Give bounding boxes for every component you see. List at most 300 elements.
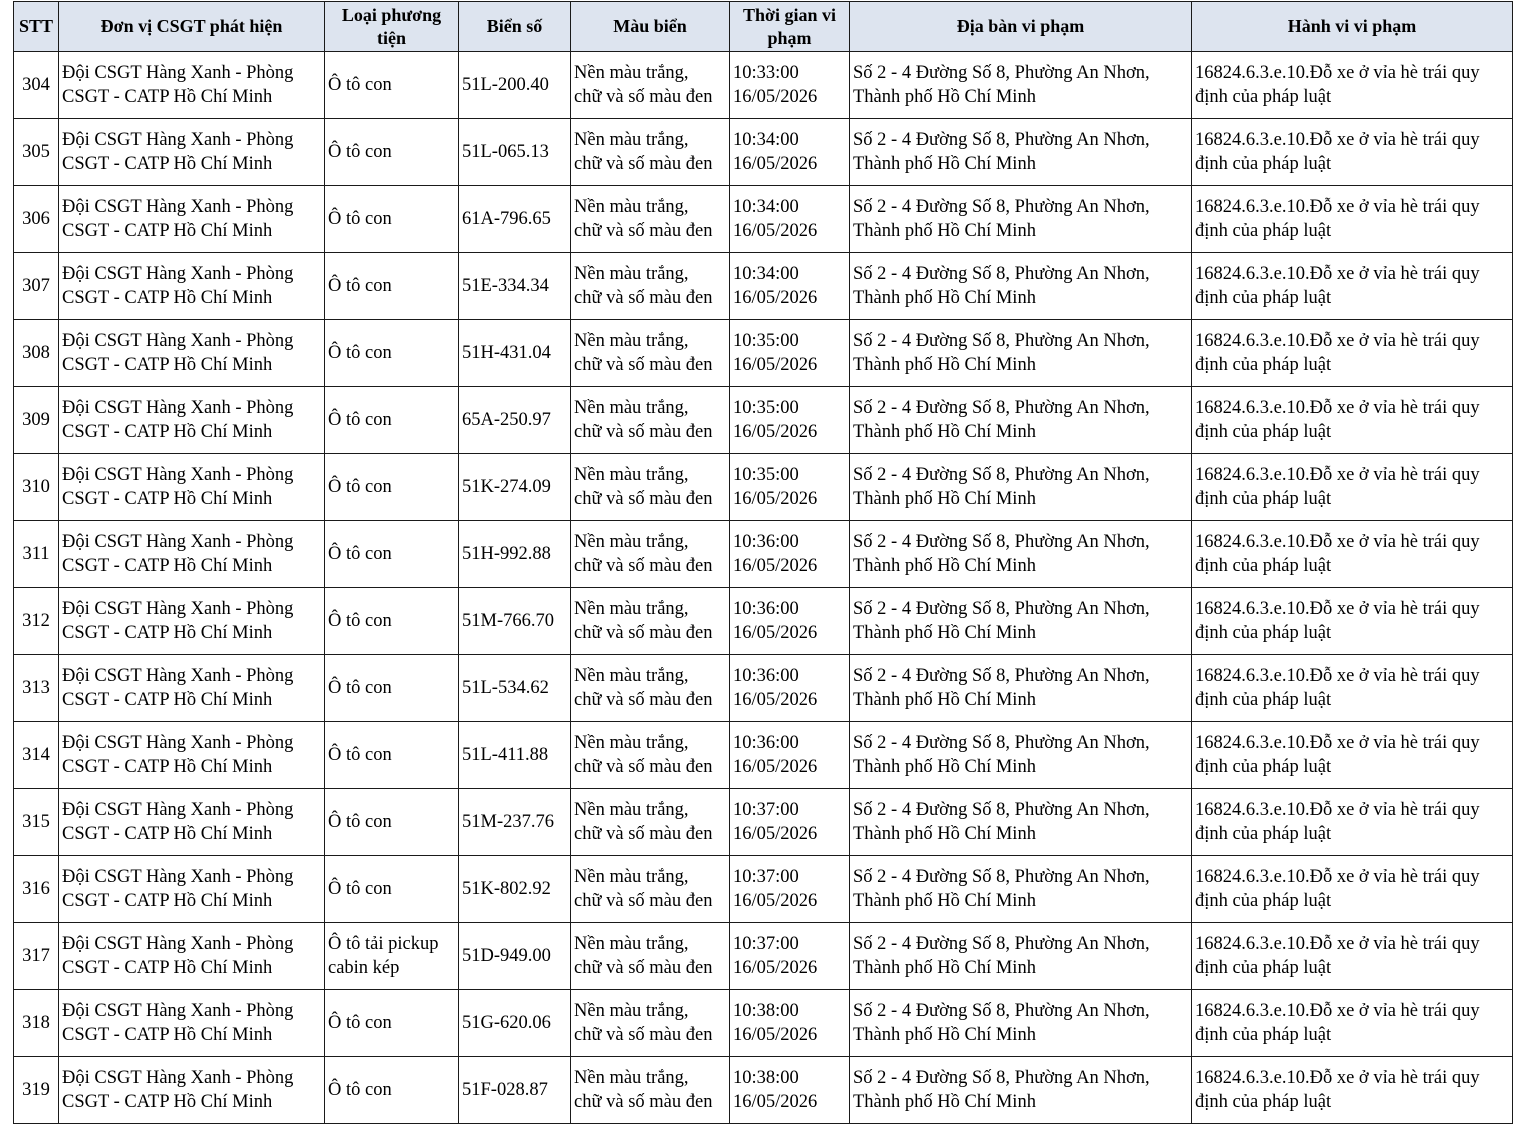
cell-time-line: 10:34:00 bbox=[733, 264, 799, 284]
cell-time bbox=[730, 119, 850, 186]
cell-vehicle-line: Ô tô con bbox=[328, 611, 392, 631]
table-row bbox=[14, 789, 1513, 856]
cell-violation-line: 16824.6.3.e.10.Đỗ xe ở vỉa hè trái quy bbox=[1195, 197, 1480, 217]
cell-violation-line: định của pháp luật bbox=[1195, 489, 1332, 509]
cell-stt: 309 bbox=[14, 387, 59, 454]
cell-plate-color bbox=[571, 588, 730, 655]
cell-unit-line: Đội CSGT Hàng Xanh - Phòng bbox=[62, 197, 294, 217]
cell-plate-color-line: Nền màu trắng, bbox=[574, 934, 689, 954]
header-vehicle: Loại phương tiện bbox=[325, 2, 459, 52]
cell-unit-line: CSGT - CATP Hồ Chí Minh bbox=[62, 891, 273, 911]
cell-location bbox=[850, 119, 1192, 186]
cell-plate-color-line: Nền màu trắng, bbox=[574, 264, 689, 284]
cell-time-line: 10:36:00 bbox=[733, 599, 799, 619]
cell-unit bbox=[59, 856, 325, 923]
table-row bbox=[14, 588, 1513, 655]
cell-location-line: Thành phố Hồ Chí Minh bbox=[853, 891, 1036, 911]
cell-location-line: Số 2 - 4 Đường Số 8, Phường An Nhơn, bbox=[853, 532, 1150, 552]
cell-violation-line: 16824.6.3.e.10.Đỗ xe ở vỉa hè trái quy bbox=[1195, 532, 1480, 552]
cell-location-line: Số 2 - 4 Đường Số 8, Phường An Nhơn, bbox=[853, 666, 1150, 686]
cell-time-line: 16/05/2026 bbox=[733, 824, 818, 844]
cell-vehicle bbox=[325, 454, 459, 521]
header-time: Thời gian vi phạm bbox=[730, 2, 850, 52]
cell-plate-color bbox=[571, 722, 730, 789]
cell-vehicle bbox=[325, 856, 459, 923]
cell-plate-color-line: chữ và số màu đen bbox=[574, 1092, 713, 1112]
cell-time bbox=[730, 387, 850, 454]
cell-plate: 51K-802.92 bbox=[459, 856, 571, 923]
cell-location-line: Số 2 - 4 Đường Số 8, Phường An Nhơn, bbox=[853, 599, 1150, 619]
cell-violation bbox=[1192, 186, 1513, 253]
cell-violation-line: định của pháp luật bbox=[1195, 288, 1332, 308]
cell-location-line: Thành phố Hồ Chí Minh bbox=[853, 757, 1036, 777]
cell-vehicle-line: Ô tô con bbox=[328, 1013, 392, 1033]
cell-time-line: 16/05/2026 bbox=[733, 87, 818, 107]
cell-vehicle-line: Ô tô con bbox=[328, 75, 392, 95]
cell-unit-line: CSGT - CATP Hồ Chí Minh bbox=[62, 623, 273, 643]
cell-unit-line: Đội CSGT Hàng Xanh - Phòng bbox=[62, 532, 294, 552]
cell-plate-color-line: chữ và số màu đen bbox=[574, 355, 713, 375]
cell-plate-color-line: Nền màu trắng, bbox=[574, 331, 689, 351]
cell-plate-color-line: chữ và số màu đen bbox=[574, 489, 713, 509]
cell-unit-line: CSGT - CATP Hồ Chí Minh bbox=[62, 422, 273, 442]
cell-vehicle-line: Ô tô con bbox=[328, 745, 392, 765]
cell-vehicle-line: Ô tô tải pickup bbox=[328, 934, 439, 954]
cell-location-line: Số 2 - 4 Đường Số 8, Phường An Nhơn, bbox=[853, 331, 1150, 351]
header-plate: Biển số bbox=[459, 2, 571, 52]
cell-unit-line: Đội CSGT Hàng Xanh - Phòng bbox=[62, 264, 294, 284]
cell-violation-line: 16824.6.3.e.10.Đỗ xe ở vỉa hè trái quy bbox=[1195, 733, 1480, 753]
cell-plate: 65A-250.97 bbox=[459, 387, 571, 454]
cell-unit-line: Đội CSGT Hàng Xanh - Phòng bbox=[62, 130, 294, 150]
cell-unit-line: Đội CSGT Hàng Xanh - Phòng bbox=[62, 1001, 294, 1021]
table-row bbox=[14, 119, 1513, 186]
cell-plate-color-line: chữ và số màu đen bbox=[574, 1025, 713, 1045]
cell-time bbox=[730, 186, 850, 253]
cell-plate-color-line: chữ và số màu đen bbox=[574, 154, 713, 174]
cell-vehicle bbox=[325, 119, 459, 186]
table-header bbox=[14, 2, 1513, 52]
table-row bbox=[14, 253, 1513, 320]
cell-location-line: Thành phố Hồ Chí Minh bbox=[853, 489, 1036, 509]
cell-plate: 51F-028.87 bbox=[459, 1057, 571, 1124]
cell-unit bbox=[59, 789, 325, 856]
cell-vehicle-line: Ô tô con bbox=[328, 142, 392, 162]
cell-unit-line: CSGT - CATP Hồ Chí Minh bbox=[62, 958, 273, 978]
cell-location-line: Thành phố Hồ Chí Minh bbox=[853, 690, 1036, 710]
cell-vehicle bbox=[325, 588, 459, 655]
table-row bbox=[14, 655, 1513, 722]
cell-unit-line: CSGT - CATP Hồ Chí Minh bbox=[62, 355, 273, 375]
cell-time-line: 16/05/2026 bbox=[733, 422, 818, 442]
cell-plate-color bbox=[571, 320, 730, 387]
cell-time-line: 10:37:00 bbox=[733, 800, 799, 820]
cell-stt: 318 bbox=[14, 990, 59, 1057]
cell-vehicle bbox=[325, 990, 459, 1057]
cell-plate-color bbox=[571, 655, 730, 722]
cell-vehicle bbox=[325, 655, 459, 722]
cell-time-line: 16/05/2026 bbox=[733, 690, 818, 710]
cell-time-line: 10:33:00 bbox=[733, 63, 799, 83]
cell-time bbox=[730, 320, 850, 387]
cell-unit-line: CSGT - CATP Hồ Chí Minh bbox=[62, 221, 273, 241]
cell-unit bbox=[59, 588, 325, 655]
cell-unit-line: CSGT - CATP Hồ Chí Minh bbox=[62, 154, 273, 174]
cell-time-line: 16/05/2026 bbox=[733, 757, 818, 777]
cell-unit-line: Đội CSGT Hàng Xanh - Phòng bbox=[62, 800, 294, 820]
cell-violation-line: định của pháp luật bbox=[1195, 87, 1332, 107]
cell-violation-line: 16824.6.3.e.10.Đỗ xe ở vỉa hè trái quy bbox=[1195, 800, 1480, 820]
cell-location bbox=[850, 789, 1192, 856]
cell-vehicle-line: cabin kép bbox=[328, 958, 400, 978]
cell-plate-color bbox=[571, 52, 730, 119]
header-unit: Đơn vị CSGT phát hiện bbox=[59, 2, 325, 52]
cell-plate-color-line: Nền màu trắng, bbox=[574, 599, 689, 619]
header-violation: Hành vi vi phạm bbox=[1192, 2, 1513, 52]
cell-violation-line: 16824.6.3.e.10.Đỗ xe ở vỉa hè trái quy bbox=[1195, 63, 1480, 83]
cell-time bbox=[730, 521, 850, 588]
cell-violation-line: định của pháp luật bbox=[1195, 355, 1332, 375]
cell-stt: 317 bbox=[14, 923, 59, 990]
cell-unit bbox=[59, 722, 325, 789]
cell-violation-line: 16824.6.3.e.10.Đỗ xe ở vỉa hè trái quy bbox=[1195, 398, 1480, 418]
cell-plate-color-line: chữ và số màu đen bbox=[574, 87, 713, 107]
cell-plate-color-line: chữ và số màu đen bbox=[574, 221, 713, 241]
cell-location bbox=[850, 186, 1192, 253]
cell-stt: 304 bbox=[14, 52, 59, 119]
table-row bbox=[14, 990, 1513, 1057]
cell-plate-color bbox=[571, 387, 730, 454]
cell-vehicle-line: Ô tô con bbox=[328, 544, 392, 564]
cell-violation bbox=[1192, 1057, 1513, 1124]
cell-unit-line: CSGT - CATP Hồ Chí Minh bbox=[62, 489, 273, 509]
cell-plate: 51K-274.09 bbox=[459, 454, 571, 521]
cell-location-line: Thành phố Hồ Chí Minh bbox=[853, 556, 1036, 576]
cell-plate: 51D-949.00 bbox=[459, 923, 571, 990]
cell-violation-line: 16824.6.3.e.10.Đỗ xe ở vỉa hè trái quy bbox=[1195, 666, 1480, 686]
cell-vehicle-line: Ô tô con bbox=[328, 812, 392, 832]
table-row bbox=[14, 387, 1513, 454]
cell-location-line: Số 2 - 4 Đường Số 8, Phường An Nhơn, bbox=[853, 867, 1150, 887]
cell-time-line: 16/05/2026 bbox=[733, 958, 818, 978]
cell-violation-line: 16824.6.3.e.10.Đỗ xe ở vỉa hè trái quy bbox=[1195, 867, 1480, 887]
cell-location bbox=[850, 722, 1192, 789]
cell-vehicle-line: Ô tô con bbox=[328, 276, 392, 296]
cell-vehicle bbox=[325, 387, 459, 454]
cell-location-line: Thành phố Hồ Chí Minh bbox=[853, 1025, 1036, 1045]
cell-plate: 51H-992.88 bbox=[459, 521, 571, 588]
cell-location-line: Thành phố Hồ Chí Minh bbox=[853, 87, 1036, 107]
cell-violation-line: định của pháp luật bbox=[1195, 556, 1332, 576]
cell-vehicle bbox=[325, 52, 459, 119]
cell-violation-line: định của pháp luật bbox=[1195, 690, 1332, 710]
cell-unit-line: CSGT - CATP Hồ Chí Minh bbox=[62, 690, 273, 710]
cell-time-line: 10:37:00 bbox=[733, 867, 799, 887]
cell-violation bbox=[1192, 789, 1513, 856]
cell-plate-color-line: chữ và số màu đen bbox=[574, 824, 713, 844]
cell-vehicle bbox=[325, 722, 459, 789]
cell-plate-color-line: Nền màu trắng, bbox=[574, 733, 689, 753]
cell-violation bbox=[1192, 990, 1513, 1057]
cell-violation-line: định của pháp luật bbox=[1195, 221, 1332, 241]
cell-unit-line: Đội CSGT Hàng Xanh - Phòng bbox=[62, 465, 294, 485]
cell-vehicle-line: Ô tô con bbox=[328, 209, 392, 229]
cell-plate-color-line: chữ và số màu đen bbox=[574, 623, 713, 643]
cell-unit-line: Đội CSGT Hàng Xanh - Phòng bbox=[62, 331, 294, 351]
cell-stt: 312 bbox=[14, 588, 59, 655]
cell-location-line: Số 2 - 4 Đường Số 8, Phường An Nhơn, bbox=[853, 733, 1150, 753]
cell-stt: 319 bbox=[14, 1057, 59, 1124]
cell-location-line: Số 2 - 4 Đường Số 8, Phường An Nhơn, bbox=[853, 1001, 1150, 1021]
cell-unit-line: Đội CSGT Hàng Xanh - Phòng bbox=[62, 63, 294, 83]
cell-unit bbox=[59, 253, 325, 320]
cell-unit bbox=[59, 320, 325, 387]
cell-unit bbox=[59, 52, 325, 119]
cell-location-line: Số 2 - 4 Đường Số 8, Phường An Nhơn, bbox=[853, 465, 1150, 485]
cell-location bbox=[850, 856, 1192, 923]
cell-violation-line: định của pháp luật bbox=[1195, 757, 1332, 777]
cell-location bbox=[850, 990, 1192, 1057]
cell-location-line: Số 2 - 4 Đường Số 8, Phường An Nhơn, bbox=[853, 197, 1150, 217]
cell-plate-color bbox=[571, 454, 730, 521]
cell-violation-line: định của pháp luật bbox=[1195, 422, 1332, 442]
cell-plate-color-line: Nền màu trắng, bbox=[574, 130, 689, 150]
cell-plate-color-line: Nền màu trắng, bbox=[574, 465, 689, 485]
cell-vehicle-line: Ô tô con bbox=[328, 410, 392, 430]
cell-violation bbox=[1192, 722, 1513, 789]
cell-location-line: Số 2 - 4 Đường Số 8, Phường An Nhơn, bbox=[853, 63, 1150, 83]
table-body bbox=[14, 52, 1513, 1124]
cell-unit bbox=[59, 990, 325, 1057]
cell-plate: 51L-534.62 bbox=[459, 655, 571, 722]
cell-vehicle-line: Ô tô con bbox=[328, 477, 392, 497]
cell-plate-color-line: Nền màu trắng, bbox=[574, 532, 689, 552]
cell-plate-color bbox=[571, 521, 730, 588]
cell-unit-line: CSGT - CATP Hồ Chí Minh bbox=[62, 288, 273, 308]
cell-vehicle bbox=[325, 186, 459, 253]
cell-unit-line: Đội CSGT Hàng Xanh - Phòng bbox=[62, 934, 294, 954]
cell-vehicle bbox=[325, 789, 459, 856]
cell-plate: 61A-796.65 bbox=[459, 186, 571, 253]
cell-location-line: Thành phố Hồ Chí Minh bbox=[853, 623, 1036, 643]
cell-violation-line: 16824.6.3.e.10.Đỗ xe ở vỉa hè trái quy bbox=[1195, 1001, 1480, 1021]
cell-time-line: 16/05/2026 bbox=[733, 556, 818, 576]
cell-time-line: 10:36:00 bbox=[733, 733, 799, 753]
cell-location-line: Thành phố Hồ Chí Minh bbox=[853, 422, 1036, 442]
cell-stt: 315 bbox=[14, 789, 59, 856]
cell-plate-color-line: chữ và số màu đen bbox=[574, 958, 713, 978]
cell-time bbox=[730, 722, 850, 789]
cell-violation-line: định của pháp luật bbox=[1195, 891, 1332, 911]
cell-location bbox=[850, 253, 1192, 320]
cell-vehicle bbox=[325, 320, 459, 387]
cell-time-line: 16/05/2026 bbox=[733, 623, 818, 643]
cell-location-line: Số 2 - 4 Đường Số 8, Phường An Nhơn, bbox=[853, 398, 1150, 418]
cell-unit bbox=[59, 655, 325, 722]
cell-violation-line: 16824.6.3.e.10.Đỗ xe ở vỉa hè trái quy bbox=[1195, 331, 1480, 351]
cell-time bbox=[730, 923, 850, 990]
violations-table bbox=[13, 1, 1513, 1124]
cell-violation bbox=[1192, 119, 1513, 186]
cell-time-line: 16/05/2026 bbox=[733, 154, 818, 174]
cell-plate: 51M-237.76 bbox=[459, 789, 571, 856]
cell-location bbox=[850, 923, 1192, 990]
cell-time-line: 10:38:00 bbox=[733, 1068, 799, 1088]
cell-time-line: 16/05/2026 bbox=[733, 489, 818, 509]
cell-location bbox=[850, 454, 1192, 521]
cell-unit-line: Đội CSGT Hàng Xanh - Phòng bbox=[62, 666, 294, 686]
cell-location bbox=[850, 521, 1192, 588]
cell-time-line: 16/05/2026 bbox=[733, 1092, 818, 1112]
cell-location-line: Số 2 - 4 Đường Số 8, Phường An Nhơn, bbox=[853, 130, 1150, 150]
cell-plate-color-line: chữ và số màu đen bbox=[574, 690, 713, 710]
cell-unit-line: Đội CSGT Hàng Xanh - Phòng bbox=[62, 867, 294, 887]
cell-plate: 51M-766.70 bbox=[459, 588, 571, 655]
cell-plate: 51L-065.13 bbox=[459, 119, 571, 186]
cell-violation-line: định của pháp luật bbox=[1195, 1025, 1332, 1045]
cell-vehicle-line: Ô tô con bbox=[328, 879, 392, 899]
table-row bbox=[14, 923, 1513, 990]
cell-violation bbox=[1192, 521, 1513, 588]
cell-location-line: Thành phố Hồ Chí Minh bbox=[853, 288, 1036, 308]
cell-time-line: 16/05/2026 bbox=[733, 355, 818, 375]
cell-time-line: 10:35:00 bbox=[733, 465, 799, 485]
cell-time-line: 10:36:00 bbox=[733, 666, 799, 686]
cell-time bbox=[730, 789, 850, 856]
cell-vehicle-line: Ô tô con bbox=[328, 1080, 392, 1100]
cell-violation-line: định của pháp luật bbox=[1195, 1092, 1332, 1112]
cell-unit bbox=[59, 923, 325, 990]
cell-plate-color-line: Nền màu trắng, bbox=[574, 1001, 689, 1021]
cell-plate-color-line: Nền màu trắng, bbox=[574, 197, 689, 217]
cell-violation-line: 16824.6.3.e.10.Đỗ xe ở vỉa hè trái quy bbox=[1195, 599, 1480, 619]
cell-time-line: 10:37:00 bbox=[733, 934, 799, 954]
cell-plate-color-line: Nền màu trắng, bbox=[574, 63, 689, 83]
cell-unit-line: CSGT - CATP Hồ Chí Minh bbox=[62, 757, 273, 777]
cell-violation-line: 16824.6.3.e.10.Đỗ xe ở vỉa hè trái quy bbox=[1195, 130, 1480, 150]
cell-unit-line: Đội CSGT Hàng Xanh - Phòng bbox=[62, 398, 294, 418]
cell-time bbox=[730, 856, 850, 923]
cell-unit bbox=[59, 521, 325, 588]
cell-violation-line: 16824.6.3.e.10.Đỗ xe ở vỉa hè trái quy bbox=[1195, 934, 1480, 954]
cell-unit-line: Đội CSGT Hàng Xanh - Phòng bbox=[62, 599, 294, 619]
cell-violation-line: định của pháp luật bbox=[1195, 958, 1332, 978]
cell-stt: 305 bbox=[14, 119, 59, 186]
cell-plate-color bbox=[571, 856, 730, 923]
cell-time bbox=[730, 1057, 850, 1124]
cell-plate-color-line: Nền màu trắng, bbox=[574, 398, 689, 418]
cell-plate-color bbox=[571, 789, 730, 856]
cell-violation bbox=[1192, 856, 1513, 923]
cell-stt: 310 bbox=[14, 454, 59, 521]
header-plate-color: Màu biển bbox=[571, 2, 730, 52]
cell-unit-line: CSGT - CATP Hồ Chí Minh bbox=[62, 1092, 273, 1112]
cell-location bbox=[850, 588, 1192, 655]
cell-time-line: 10:38:00 bbox=[733, 1001, 799, 1021]
cell-violation-line: 16824.6.3.e.10.Đỗ xe ở vỉa hè trái quy bbox=[1195, 1068, 1480, 1088]
cell-time bbox=[730, 253, 850, 320]
cell-location bbox=[850, 320, 1192, 387]
cell-time-line: 10:34:00 bbox=[733, 130, 799, 150]
cell-violation-line: định của pháp luật bbox=[1195, 824, 1332, 844]
cell-violation-line: 16824.6.3.e.10.Đỗ xe ở vỉa hè trái quy bbox=[1195, 264, 1480, 284]
header-location: Địa bàn vi phạm bbox=[850, 2, 1192, 52]
cell-unit-line: Đội CSGT Hàng Xanh - Phòng bbox=[62, 733, 294, 753]
cell-plate-color-line: Nền màu trắng, bbox=[574, 1068, 689, 1088]
cell-plate-color-line: chữ và số màu đen bbox=[574, 891, 713, 911]
cell-plate-color bbox=[571, 253, 730, 320]
cell-plate-color-line: Nền màu trắng, bbox=[574, 867, 689, 887]
table-row bbox=[14, 320, 1513, 387]
cell-plate-color-line: chữ và số màu đen bbox=[574, 422, 713, 442]
cell-location-line: Số 2 - 4 Đường Số 8, Phường An Nhơn, bbox=[853, 264, 1150, 284]
cell-violation-line: 16824.6.3.e.10.Đỗ xe ở vỉa hè trái quy bbox=[1195, 465, 1480, 485]
cell-plate-color-line: Nền màu trắng, bbox=[574, 800, 689, 820]
table-row bbox=[14, 52, 1513, 119]
cell-vehicle bbox=[325, 253, 459, 320]
cell-time-line: 10:35:00 bbox=[733, 398, 799, 418]
cell-stt: 316 bbox=[14, 856, 59, 923]
cell-plate-color bbox=[571, 186, 730, 253]
cell-location-line: Số 2 - 4 Đường Số 8, Phường An Nhơn, bbox=[853, 1068, 1150, 1088]
cell-vehicle bbox=[325, 923, 459, 990]
cell-location-line: Thành phố Hồ Chí Minh bbox=[853, 154, 1036, 174]
cell-violation bbox=[1192, 923, 1513, 990]
cell-location-line: Số 2 - 4 Đường Số 8, Phường An Nhơn, bbox=[853, 934, 1150, 954]
cell-plate-color-line: Nền màu trắng, bbox=[574, 666, 689, 686]
cell-violation bbox=[1192, 454, 1513, 521]
cell-violation bbox=[1192, 253, 1513, 320]
cell-unit-line: Đội CSGT Hàng Xanh - Phòng bbox=[62, 1068, 294, 1088]
cell-plate: 51H-431.04 bbox=[459, 320, 571, 387]
cell-location bbox=[850, 1057, 1192, 1124]
cell-violation bbox=[1192, 655, 1513, 722]
cell-unit-line: CSGT - CATP Hồ Chí Minh bbox=[62, 824, 273, 844]
cell-time-line: 10:34:00 bbox=[733, 197, 799, 217]
cell-location bbox=[850, 655, 1192, 722]
cell-time bbox=[730, 655, 850, 722]
cell-stt: 308 bbox=[14, 320, 59, 387]
cell-time bbox=[730, 454, 850, 521]
table-row bbox=[14, 1057, 1513, 1124]
cell-time-line: 16/05/2026 bbox=[733, 288, 818, 308]
cell-vehicle bbox=[325, 521, 459, 588]
cell-plate: 51L-411.88 bbox=[459, 722, 571, 789]
cell-plate-color-line: chữ và số màu đen bbox=[574, 288, 713, 308]
cell-time-line: 10:36:00 bbox=[733, 532, 799, 552]
cell-unit-line: CSGT - CATP Hồ Chí Minh bbox=[62, 87, 273, 107]
cell-location-line: Thành phố Hồ Chí Minh bbox=[853, 958, 1036, 978]
cell-violation bbox=[1192, 320, 1513, 387]
cell-unit bbox=[59, 186, 325, 253]
cell-vehicle-line: Ô tô con bbox=[328, 678, 392, 698]
cell-violation bbox=[1192, 588, 1513, 655]
cell-time bbox=[730, 52, 850, 119]
cell-plate-color bbox=[571, 923, 730, 990]
cell-violation bbox=[1192, 52, 1513, 119]
cell-plate-color-line: chữ và số màu đen bbox=[574, 556, 713, 576]
cell-time bbox=[730, 588, 850, 655]
cell-unit-line: CSGT - CATP Hồ Chí Minh bbox=[62, 556, 273, 576]
cell-location bbox=[850, 52, 1192, 119]
cell-unit bbox=[59, 119, 325, 186]
cell-plate: 51L-200.40 bbox=[459, 52, 571, 119]
cell-location bbox=[850, 387, 1192, 454]
cell-vehicle bbox=[325, 1057, 459, 1124]
cell-plate-color-line: chữ và số màu đen bbox=[574, 757, 713, 777]
cell-plate: 51G-620.06 bbox=[459, 990, 571, 1057]
cell-stt: 314 bbox=[14, 722, 59, 789]
